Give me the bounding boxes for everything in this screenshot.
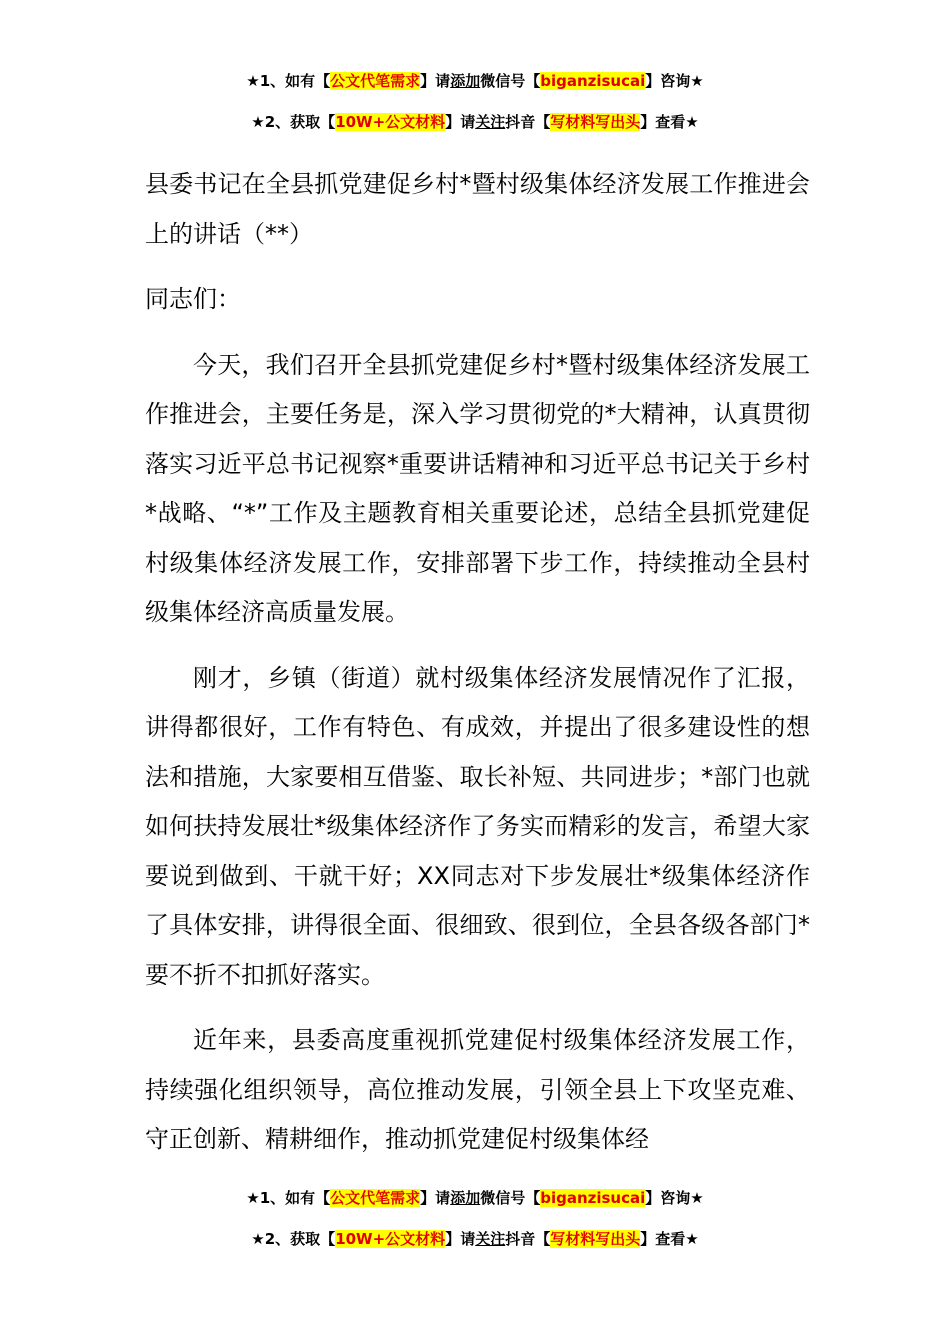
footer-banner-line-2: ★2、获取【10W+公文材料】请关注抖音【写材料写出头】查看★: [251, 1230, 699, 1248]
highlight-wechat-id: biganzisucai: [540, 72, 646, 90]
highlight-materials: 10W+公文材料: [335, 1230, 446, 1248]
header-banner-line-2: ★2、获取【10W+公文材料】请关注抖音【写材料写出头】查看★: [251, 113, 699, 131]
header-banner-line-1: ★1、如有【公文代笔需求】请添加微信号【biganzisucai】咨询★: [246, 72, 704, 90]
highlight-douyin: 写材料写出头: [550, 113, 641, 131]
document-title: 县委书记在全县抓党建促乡村*暨村级集体经济发展工作推进会上的讲话（**）: [145, 170, 810, 248]
document-body: [145, 160, 810, 1181]
paragraph-3: 近年来，县委高度重视抓党建促村级集体经济发展工作，持续强化组织领导，高位推动发展，引领全县上下攻坚克难、守正创新、精耕细作，推动抓党建促村级集体经: [145, 1026, 810, 1153]
highlight-douyin: 写材料写出头: [550, 1230, 641, 1248]
footer-banner-line-1: ★1、如有【公文代笔需求】请添加微信号【biganzisucai】咨询★: [246, 1189, 704, 1207]
paragraph-1: 今天，我们召开全县抓党建促乡村*暨村级集体经济发展工作推进会，主要任务是，深入学习贯彻党的*大精神，认真贯彻落实习近平总书记视察*重要讲话精神和习近平总书记关于乡村*战略、“*”工作及主题教育相关重要论述，总结全县抓党建促村级集体经济发展工作，安排部署下步工作，持续推动全县村级集体经济高质量发展。: [145, 350, 810, 626]
highlight-wechat-id: biganzisucai: [540, 1189, 646, 1207]
highlight-service: 公文代笔需求: [330, 1189, 421, 1207]
highlight-service: 公文代笔需求: [330, 72, 421, 90]
paragraph-2: 刚才，乡镇（街道）就村级集体经济发展情况作了汇报，讲得都很好，工作有特色、有成效，并提出了很多建设性的想法和措施，大家要相互借鉴、取长补短、共同进步；*部门也就如何扶持发展壮*级集体经济作了务实而精彩的发言，希望大家要说到做到、干就干好；XX同志对下步发展壮*级集体经济作了具体安排，讲得很全面、很细致、很到位，全县各级各部门*要不折不扣抓好落实。: [145, 663, 810, 989]
highlight-materials: 10W+公文材料: [335, 113, 446, 131]
greeting: 同志们：: [145, 285, 241, 313]
